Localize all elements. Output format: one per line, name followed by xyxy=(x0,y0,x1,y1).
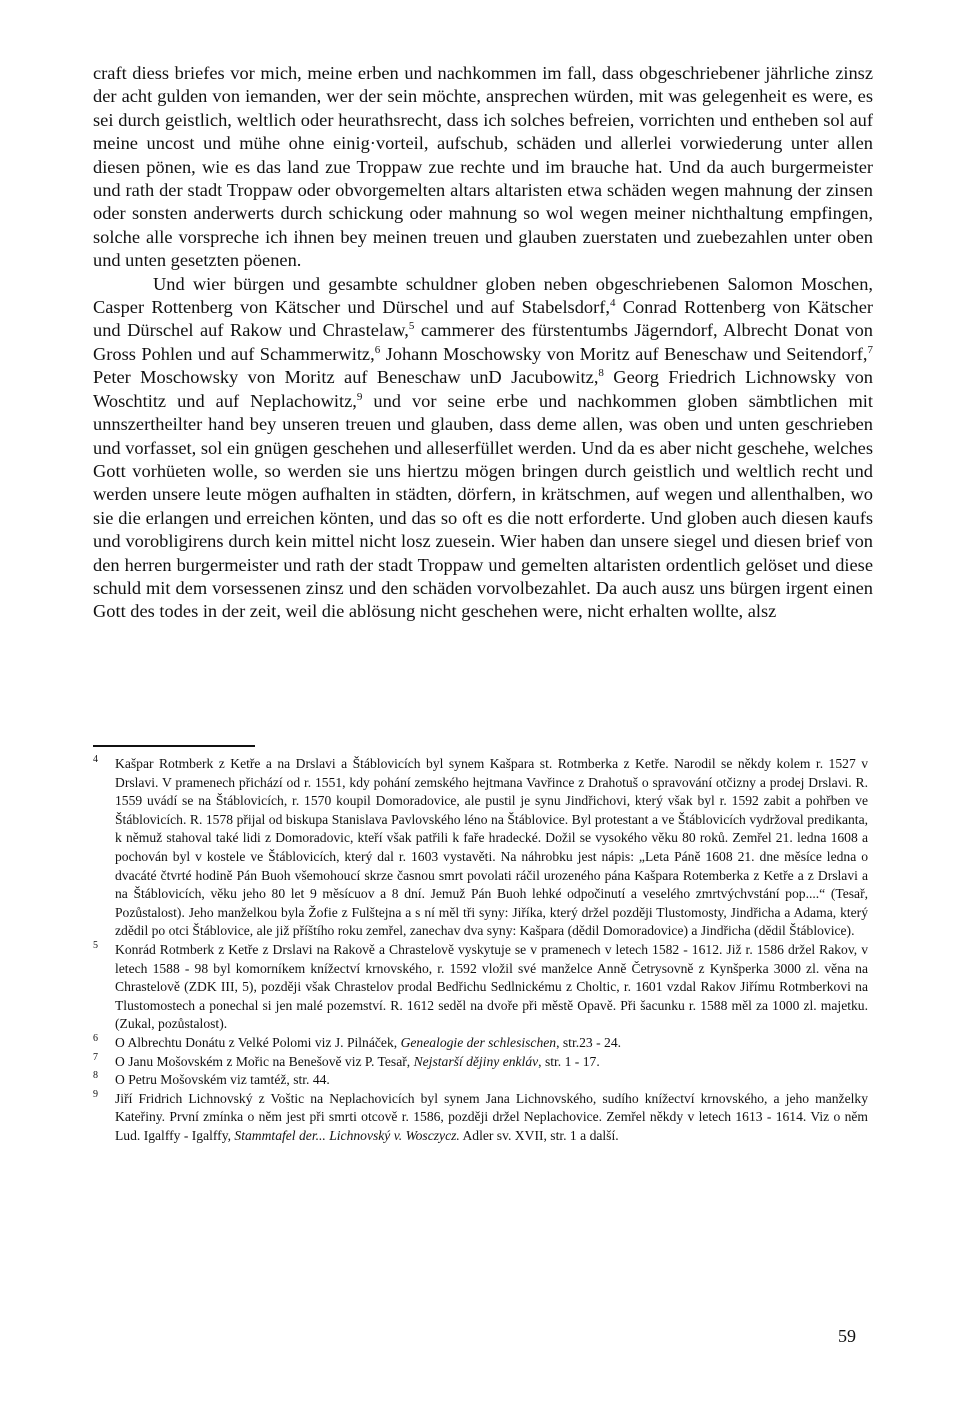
paragraph-1: craft diess briefes vor mich, meine erben und nachkommen im fall, dass obgeschriebener jährliche zinsz der acht gulden von iemanden, wer der sein möchte, ansprechen würden, mit was gelegenheit es were, es sei durch geistlich, weltlich oder heurathsrecht, dass ich solches befreien, vorrichten und entheben sol auf meine uncost und mühe ohne einig·vorteil, aufschub, schäden und allerlei vorwiederung unter allen diesen pönen, wie es das land zue Troppaw zue rechte und im brauche hat. Und da auch burgermeister und rath der stadt Troppaw oder obvorgemelten altars altaristen etwa schäden wegen mahnung der zinsen oder sonsten anderwerts durch schickung oder mahnung so wol wegen meiner nichthaltung empfingen, solche alle vorspreche ich ihnen bey meinen treuen und glauben zuerstaten und zuebezahlen unter oben und unten gesetzten pöenen. xyxy=(93,63,873,271)
footnote-6: 6 O Albrechtu Donátu z Velké Polomi viz J. Pilnáček, Genealogie der schlesischen, str.23 - 24. xyxy=(93,1034,868,1053)
footnote-number: 6 xyxy=(93,1032,98,1044)
footnote-4: 4 Kašpar Rotmberk z Ketře a na Drslavi a Štáblovicích byl synem Kašpara st. Rotmberka z Ketře. Narodil se někdy kolem r. 1527 v Drslavi. V pramenech přichází od r. 1551, kdy pohání zemského hejtmana Vavřince z Drahotuš o spravování otčizny a prodej Drslavi. R. 1559 uvádí se na Štáblovicích, r. 1570 koupil Domoradovice, ale pustil je synu Jindřichovi, který však byl r. 1592 zabit a pohřben ve Štáblovicích. R. 1578 přijal od biskupa Stanislava Pavlovského léno na Štáblovice. Byl protestant a ve Štáblovicích vydržoval predikanta, k němuž stahoval také lidi z Domoradovic, kteří však patřili k faře hradecké. Dožil se vysokého věku 80 roků. Zemřel 21. ledna 1608 a pochován byl v kostele ve Štáblovicích, který dal r. 1603 vystavěti. Na náhrobku jest nápis: „Leta Páně 1608 21. dne měsíce ledna o dvacáté čtvrté hodině Pán Buoh všemohoucí skrze časnou smrt povolati ráčil urozeného pána Kašpara Rotemberka z Ketře a z Drslavi a na Štáblovicích, věku jeho 80 let 9 měsícuov a 8 dní. Jemuž Pán Buoh lehké odpočinutí a veselého zmrtvýchvstání pop....“ (Tesař, Pozůstalost). Jeho manželkou byla Žofie z Fulštejna a s ní měl tři syny: Jiříka, který držel později Tlustomosty, Jindřicha a Adama, který zdědil po otci Štáblovice, ale již příštího roku zemřel, zanechav dva syny: Kašpara (dědil Domoradovice) a Jindřicha (dědil Štáblovice). xyxy=(93,755,868,941)
footnote-ref-8[interactable]: 8 xyxy=(598,367,604,380)
footnote-number: 8 xyxy=(93,1070,98,1082)
footnote-5: 5 Konrád Rotmberk z Ketře z Drslavi na Rakově a Chrastelově vyskytuje se v pramenech v letech 1582 - 1612. Již r. 1586 držel Rakov, v letech 1588 - 98 byl komorníkem knížectví krnovského, r. 1592 vložil své manželce Anně Četrysovně z Kynšperka 3000 zl. věna na Chrastelově (ZDK III, 5), později však Chrastelov prodal Bedřichu Sedlnickému z Choltic, r. 1601 vzdal Rakov Jiřímu Rotmberkovi na Tlustomostech a ponechal si jen malé pozemství. R. 1612 seděl na dvoře při městě Opavě. Při šacunku r. 1588 měl za 1000 zl. majetku. (Zukal, pozůstalost). xyxy=(93,941,868,1034)
footnote-8: 8 O Petru Mošovském viz tamtéž, str. 44. xyxy=(93,1071,868,1090)
footnote-separator xyxy=(93,745,255,747)
main-text xyxy=(93,62,873,624)
footnote-ref-9[interactable]: 9 xyxy=(356,390,363,403)
footnote-number: 7 xyxy=(93,1051,98,1063)
footnote-number: 4 xyxy=(93,754,98,765)
footnote-9: 9 Jiří Fridrich Lichnovský z Voštic na Neplachovicích byl synem Jana Lichnovského, sudího knížectví krnovského, a jeho manželky Kateřiny. První zmínka o něm jest při smrti otcově r. 1586, později držel Neplachovice. Zemřel někdy v letech 1613 - 1614. Viz o něm Lud. Igalffy - Igalffy, Stammtafel der... Lichnovský v. Wosczycz. Adler sv. XVII, str. 1 a další. xyxy=(93,1090,868,1146)
footnote-ref-7[interactable]: 7 xyxy=(867,343,873,356)
footnote-ref-5[interactable]: 5 xyxy=(408,320,415,333)
footnote-ref-6[interactable]: 6 xyxy=(374,343,381,356)
footnote-ref-4[interactable]: 4 xyxy=(609,297,616,310)
footnote-number: 9 xyxy=(93,1088,98,1100)
footnote-number: 5 xyxy=(93,939,98,951)
footnotes xyxy=(93,755,868,1145)
paragraph-2: Und wier bürgen und gesambte schuldner globen neben obgeschriebenen Salomon Moschen, Casper Rottenberg von Kätscher und Dürschel und auf Stabelsdorf,$^4$ Conrad Rottenberg von Kätscher und Dürschel auf Rakow und Chrastelaw,$^5$ cammerer des fürstentumbs Jägerndorf, Albrecht Donat von Gross Pohlen und auf Schammerwitz,$^6$ Johann Moschowsky von Moritz auf Beneschaw und Seitendorf,$^7$ Peter Moschowsky von Moritz auf Beneschaw unD Jacubowitz,$^8$ Georg Friedrich Lichnowsky von Woschtitz und auf Neplachowitz,$^9$ und vor seine erbe und nachkommen globen sämbtlichen mit unnszertheilter hand bey unseren treuen und glauben, dass deme allen, was oben und unten geschrieben und vorfasset, sol ein gnügen geschehen und alleserfüllet werden. Und da es aber nicht geschehe, welches Gott vorhüeten wolle, so werden sie uns hiertzu mögen bringen durch geistlich und weltlich recht und werden unsere leute mögen aufhalten in städten, dörfern, in krätschmen, auf wegen und allenthalben, wo sie die erlangen und erreichen könten, und das so oft es die nott erforderte. Und globen auch diesen kaufs und vorobligirens durch kein mittel nicht losz zuesein. Wier haben dan unsere siegel und diesen brief von den herren burgermeister und rath der stadt Troppaw und gemelten altaristen ordentlich gelöset und diese schuld mit dem vorsessenen zinsz und den schäden vorvolbezahlet. Da auch ausz uns bürgen irgent einen Gott des todes in der zeit, weil die ablösung nicht geschehen were, nicht erhalten wollte, alsz xyxy=(93,273,874,622)
footnote-7: 7 O Janu Mošovském z Mořic na Benešově viz P. Tesař, Nejstarší dějiny enkláv, str. 1 - 17. xyxy=(93,1053,868,1072)
page-number: 59 xyxy=(838,1326,856,1346)
